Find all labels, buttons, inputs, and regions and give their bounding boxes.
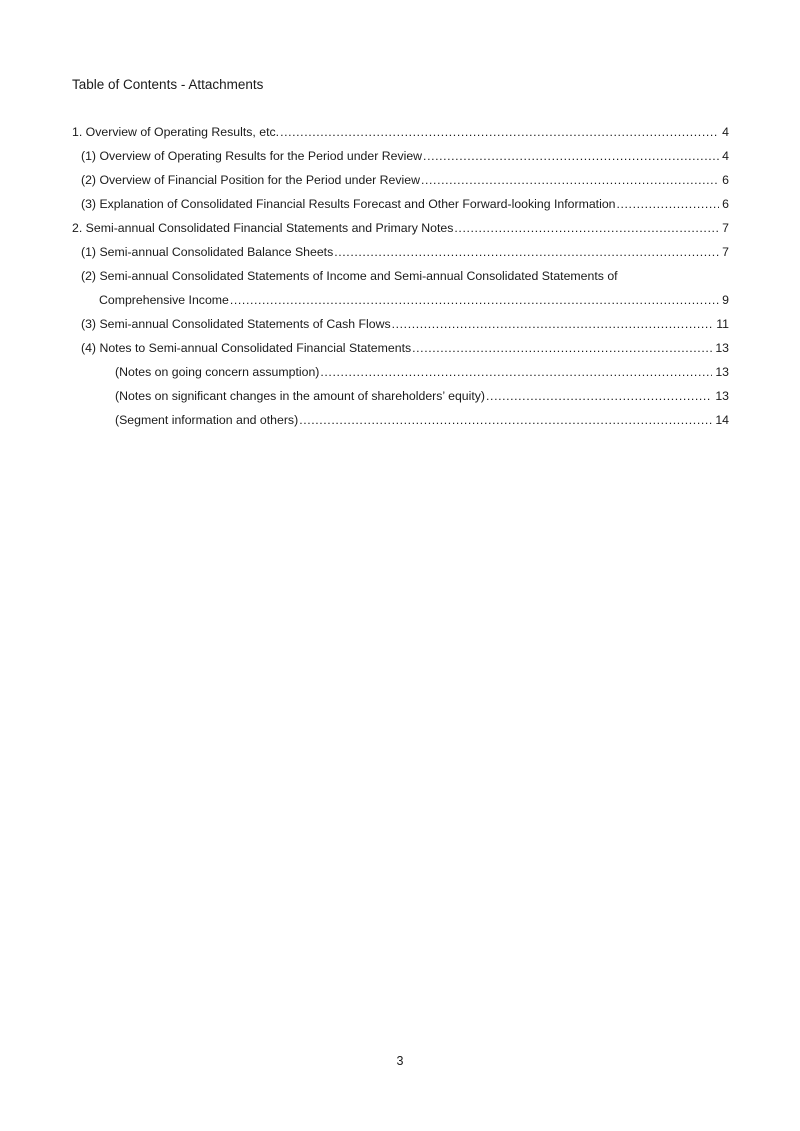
toc-entry-label: 2. Semi-annual Consolidated Financial Statements and Primary Notes xyxy=(72,221,454,235)
toc-entry-page: 11 xyxy=(716,317,729,331)
toc-entry-label: Comprehensive Income xyxy=(99,293,229,307)
table-of-contents xyxy=(72,124,729,436)
dot-leader xyxy=(412,340,712,356)
toc-entry-page: 4 xyxy=(722,149,729,163)
toc-entry-page: 13 xyxy=(715,389,729,403)
toc-entry-label: (Segment information and others) xyxy=(115,413,299,427)
toc-entry-line xyxy=(72,124,729,140)
toc-entry-1-2[interactable] xyxy=(72,172,729,196)
document-title: Table of Contents - Attachments xyxy=(72,77,264,92)
toc-entry-page: 14 xyxy=(715,413,729,427)
toc-entry-2-4[interactable] xyxy=(72,340,729,364)
dot-leader xyxy=(320,364,712,380)
dot-leader xyxy=(334,244,719,260)
toc-entry-label: (Notes on significant changes in the amount of shareholders’ equity) xyxy=(115,389,486,403)
toc-entry-1-3[interactable] xyxy=(72,196,729,220)
toc-entry-page: 7 xyxy=(722,221,729,235)
toc-entry-page: 6 xyxy=(722,173,729,187)
toc-entry-line xyxy=(81,244,729,260)
toc-entry-label: (1) Overview of Operating Results for the Period under Review xyxy=(81,149,423,163)
toc-entry-1[interactable] xyxy=(72,124,729,148)
toc-entry-line xyxy=(115,364,729,380)
toc-entry-2[interactable] xyxy=(72,220,729,244)
page-number: 3 xyxy=(396,1054,404,1068)
toc-entry-line xyxy=(81,340,729,356)
dot-leader xyxy=(392,316,714,332)
toc-entry-2-1[interactable] xyxy=(72,244,729,268)
toc-entry-line xyxy=(81,148,729,164)
toc-entry-2-4-a[interactable] xyxy=(72,364,729,388)
toc-entry-line xyxy=(72,220,729,236)
dot-leader xyxy=(421,172,719,188)
toc-entry-label: 1. Overview of Operating Results, etc. xyxy=(72,125,280,139)
toc-entry-page: 4 xyxy=(722,125,729,139)
toc-entry-2-4-b[interactable] xyxy=(72,388,729,412)
toc-entry-2-3[interactable] xyxy=(72,316,729,340)
toc-entry-label: (2) Semi-annual Consolidated Statements of Income and Semi-annual Consolidated Statements of xyxy=(81,269,618,283)
dot-leader xyxy=(486,388,712,404)
toc-entry-label: (3) Semi-annual Consolidated Statements of Cash Flows xyxy=(81,317,391,331)
toc-entry-page: 6 xyxy=(722,197,729,211)
dot-leader xyxy=(454,220,719,236)
toc-entry-1-1[interactable] xyxy=(72,148,729,172)
toc-entry-line xyxy=(81,316,729,332)
toc-entry-line xyxy=(115,412,729,428)
dot-leader xyxy=(230,292,719,308)
toc-entry-label: (1) Semi-annual Consolidated Balance Sheets xyxy=(81,245,334,259)
dot-leader xyxy=(423,148,719,164)
dot-leader xyxy=(617,196,720,212)
toc-entry-label: (Notes on going concern assumption) xyxy=(115,365,320,379)
toc-entry-page: 13 xyxy=(715,365,729,379)
toc-entry-page: 9 xyxy=(722,293,729,307)
toc-entry-line xyxy=(99,292,729,308)
toc-entry-page: 13 xyxy=(715,341,729,355)
toc-entry-page: 7 xyxy=(722,245,729,259)
toc-entry-line xyxy=(115,388,729,404)
toc-entry-label: (3) Explanation of Consolidated Financial Results Forecast and Other Forward-looking Information xyxy=(81,197,616,211)
toc-entry-2-2[interactable] xyxy=(72,292,729,316)
toc-entry-line xyxy=(81,172,729,188)
toc-entry-label: (4) Notes to Semi-annual Consolidated Financial Statements xyxy=(81,341,412,355)
toc-entry-line xyxy=(81,196,729,212)
toc-entry-2-2-line-1[interactable] xyxy=(72,268,729,292)
dot-leader xyxy=(299,412,712,428)
toc-entry-2-4-c[interactable] xyxy=(72,412,729,436)
toc-entry-label: (2) Overview of Financial Position for the Period under Review xyxy=(81,173,420,187)
dot-leader xyxy=(280,124,719,140)
